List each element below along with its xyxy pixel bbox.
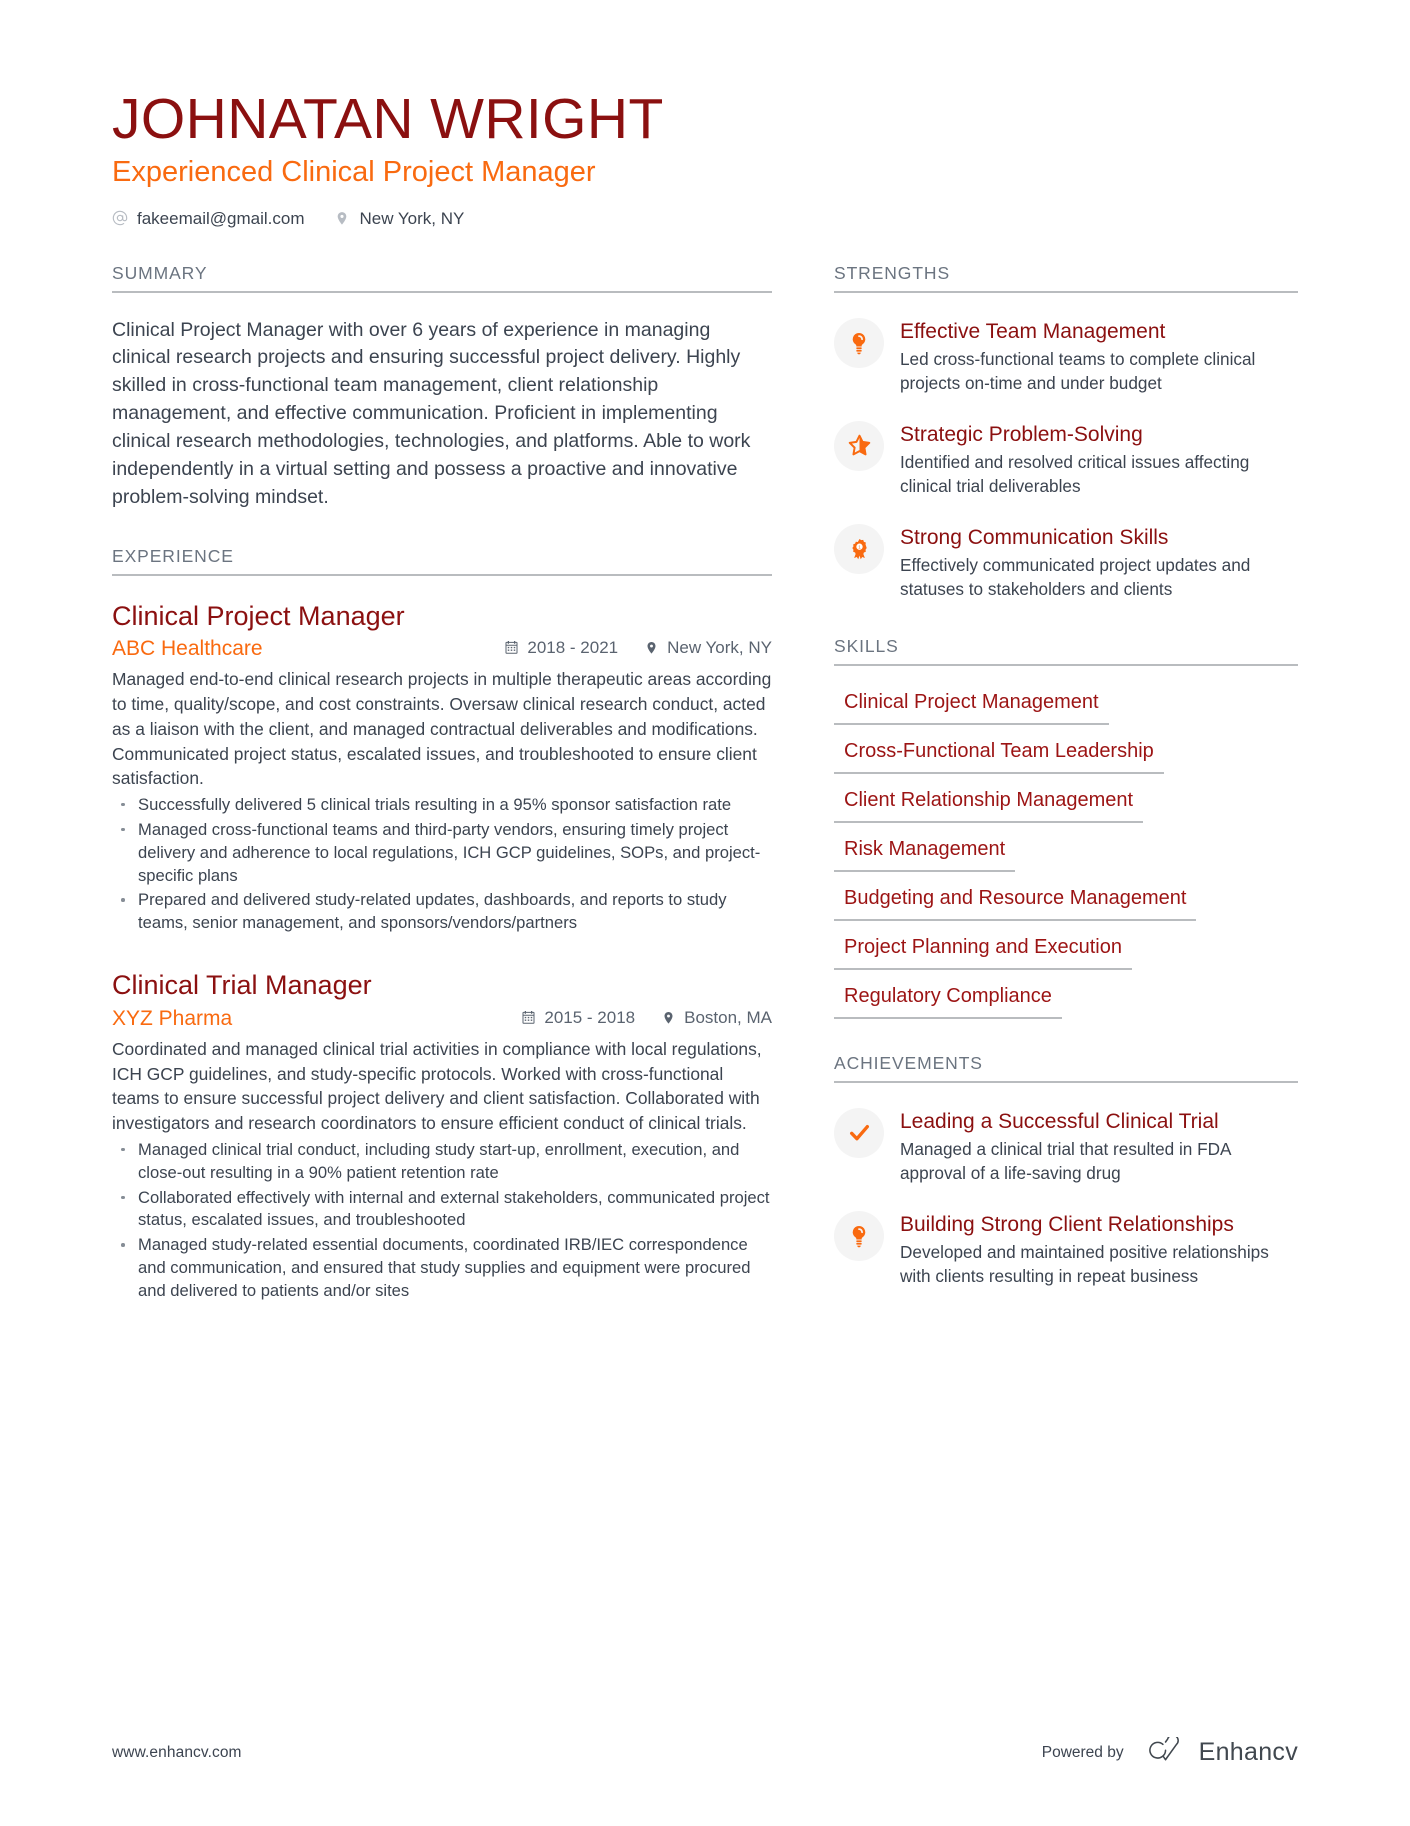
skill-label: Regulatory Compliance bbox=[834, 984, 1062, 1019]
experience-dates-text: 2018 - 2021 bbox=[527, 637, 619, 657]
experience-role: Clinical Project Manager bbox=[112, 600, 405, 631]
experience-section bbox=[112, 546, 772, 1303]
achievement-title: Leading a Successful Clinical Trial bbox=[900, 1109, 1219, 1133]
contact-email[interactable] bbox=[112, 210, 304, 227]
experience-location bbox=[661, 1008, 772, 1028]
calendar-icon bbox=[504, 640, 519, 656]
strength-description: Effectively communicated project updates and statuses to stakeholders and clients bbox=[900, 555, 1251, 600]
achievement-description: Developed and maintained positive relationships with clients resulting in repeat business bbox=[900, 1242, 1269, 1287]
experience-section-title: EXPERIENCE bbox=[112, 546, 772, 576]
achievement-body bbox=[900, 1210, 1298, 1289]
skill-label: Cross-Functional Team Leadership bbox=[834, 739, 1164, 774]
contact-email-text: fakeemail@gmail.com bbox=[137, 208, 305, 228]
strength-description: Led cross-functional teams to complete clinical projects on-time and under budget bbox=[900, 349, 1256, 393]
main-column bbox=[112, 263, 772, 1312]
content-columns bbox=[112, 263, 1298, 1312]
strength-body bbox=[900, 523, 1298, 602]
summary-section-title: SUMMARY bbox=[112, 263, 772, 293]
skill-item bbox=[834, 739, 1298, 774]
experience-bullet: Prepared and delivered study-related updates, dashboards, and reports to study teams, senior management, and sponsors/vendors/partners bbox=[112, 889, 772, 935]
headline-job-title: Experienced Clinical Project Manager bbox=[112, 155, 596, 188]
calendar-icon bbox=[521, 1010, 536, 1026]
at-sign-icon bbox=[112, 210, 128, 227]
achievement-item bbox=[834, 1210, 1298, 1289]
experience-location bbox=[644, 638, 772, 658]
check-icon bbox=[834, 1108, 884, 1158]
powered-by-label: Powered by bbox=[1041, 1743, 1124, 1761]
experience-item bbox=[112, 600, 772, 936]
map-pin-icon bbox=[661, 1010, 676, 1026]
experience-meta-row bbox=[112, 1007, 772, 1031]
enhancv-wordmark: Enhancv bbox=[1198, 1738, 1298, 1766]
skill-label: Budgeting and Resource Management bbox=[834, 886, 1196, 921]
footer-website-url[interactable]: www.enhancv.com bbox=[112, 1743, 242, 1761]
skill-item bbox=[834, 690, 1298, 725]
contact-location-text: New York, NY bbox=[359, 208, 465, 228]
experience-dates-text: 2015 - 2018 bbox=[544, 1007, 636, 1027]
skill-item bbox=[834, 788, 1298, 823]
page-footer bbox=[112, 1737, 1298, 1768]
achievements-section bbox=[834, 1053, 1298, 1289]
experience-item bbox=[112, 969, 772, 1303]
skill-item bbox=[834, 935, 1298, 970]
skill-item bbox=[834, 984, 1298, 1019]
strengths-section-title: STRENGTHS bbox=[834, 263, 1298, 293]
experience-meta bbox=[521, 1008, 772, 1028]
strength-item bbox=[834, 523, 1298, 602]
map-pin-icon bbox=[644, 640, 659, 656]
skills-section-title: SKILLS bbox=[834, 636, 1298, 666]
experience-bullet: Collaborated effectively with internal and external stakeholders, communicated project status, escalated issues, and troubleshooted bbox=[112, 1187, 772, 1233]
lightbulb-icon bbox=[834, 1211, 884, 1261]
experience-role: Clinical Trial Manager bbox=[112, 970, 372, 1001]
strength-body bbox=[900, 317, 1298, 396]
experience-location-text: New York, NY bbox=[667, 637, 772, 657]
skills-list bbox=[834, 690, 1298, 1019]
achievement-description: Managed a clinical trial that resulted in FDA approval of a life-saving drug bbox=[900, 1139, 1231, 1184]
summary-text: Clinical Project Manager with over 6 years of experience in managing clinical research projects and ensuring successful project delivery. Highly skilled in cross-functional team management, client relationship management, and effective communication. Proficient in implementing clinical research methodologies, technologies, and platforms. Able to work independently in a virtual setting and possess a proactive and innovative problem-solving mindset. bbox=[112, 318, 751, 508]
experience-bullet: Managed clinical trial conduct, including study start-up, enrollment, execution, and close-out resulting in a 90% patient retention rate bbox=[112, 1139, 772, 1185]
achievement-item bbox=[834, 1107, 1298, 1186]
resume-header bbox=[112, 88, 1298, 227]
star-icon bbox=[834, 421, 884, 471]
experience-description: Coordinated and managed clinical trial activities in compliance with local regulations, ICH GCP guidelines, and study-specific protocols. Worked with cross-functional teams to ensure successful project delivery and client satisfaction. Collaborated with investigators and research coordinators to ensure efficient conduct of clinical trials. bbox=[112, 1039, 762, 1134]
experience-location-text: Boston, MA bbox=[684, 1007, 772, 1027]
lightbulb-icon bbox=[834, 318, 884, 368]
award-ribbon-icon bbox=[834, 524, 884, 574]
strengths-section bbox=[834, 263, 1298, 602]
achievements-section-title: ACHIEVEMENTS bbox=[834, 1053, 1298, 1083]
contact-location bbox=[334, 210, 464, 227]
skills-section bbox=[834, 636, 1298, 1019]
skill-label: Client Relationship Management bbox=[834, 788, 1143, 823]
experience-meta-row bbox=[112, 637, 772, 661]
skill-label: Project Planning and Execution bbox=[834, 935, 1132, 970]
enhancv-logo bbox=[1146, 1737, 1298, 1768]
experience-bullets bbox=[112, 1139, 772, 1303]
strength-title: Strategic Problem-Solving bbox=[900, 422, 1143, 446]
strength-item bbox=[834, 317, 1298, 396]
contact-row bbox=[112, 210, 1298, 227]
achievement-body bbox=[900, 1107, 1298, 1186]
skill-item bbox=[834, 886, 1298, 921]
map-pin-icon bbox=[334, 210, 350, 227]
page-title: JOHNATAN WRIGHT bbox=[112, 87, 664, 151]
experience-company: XYZ Pharma bbox=[112, 1007, 233, 1030]
skill-label: Clinical Project Management bbox=[834, 690, 1109, 725]
experience-dates bbox=[521, 1008, 635, 1028]
experience-bullet: Managed study-related essential documents, coordinated IRB/IEC correspondence and communication, and ensured that study supplies and equipment were procured and delivered to patients and/or sites bbox=[112, 1234, 772, 1303]
strength-title: Effective Team Management bbox=[900, 319, 1166, 343]
strength-item bbox=[834, 420, 1298, 499]
experience-bullet: Successfully delivered 5 clinical trials resulting in a 95% sponsor satisfaction rate bbox=[112, 794, 772, 817]
achievement-title: Building Strong Client Relationships bbox=[900, 1212, 1234, 1236]
summary-section bbox=[112, 263, 772, 512]
strength-body bbox=[900, 420, 1298, 499]
side-column bbox=[834, 263, 1298, 1297]
experience-bullets bbox=[112, 794, 772, 935]
enhancv-mark-icon bbox=[1146, 1737, 1186, 1768]
strength-title: Strong Communication Skills bbox=[900, 525, 1169, 549]
experience-bullet: Managed cross-functional teams and third-party vendors, ensuring timely project delivery and adherence to local regulations, ICH GCP guidelines, SOPs, and project-specific plans bbox=[112, 819, 772, 888]
experience-dates bbox=[504, 638, 618, 658]
svg-text:1: 1 bbox=[857, 544, 861, 550]
skill-label: Risk Management bbox=[834, 837, 1015, 872]
skill-item bbox=[834, 837, 1298, 872]
experience-description: Managed end-to-end clinical research projects in multiple therapeutic areas according to time, quality/scope, and cost constraints. Oversaw clinical research conduct, acted as a liaison with the client, and managed contractual deliverables and modifications. Communicated project status, escalated issues, and troubleshooted to ensure client satisfaction. bbox=[112, 669, 772, 789]
footer-brand bbox=[1042, 1737, 1298, 1768]
experience-company: ABC Healthcare bbox=[112, 637, 263, 661]
strength-description: Identified and resolved critical issues affecting clinical trial deliverables bbox=[900, 452, 1250, 496]
experience-meta bbox=[504, 638, 772, 658]
